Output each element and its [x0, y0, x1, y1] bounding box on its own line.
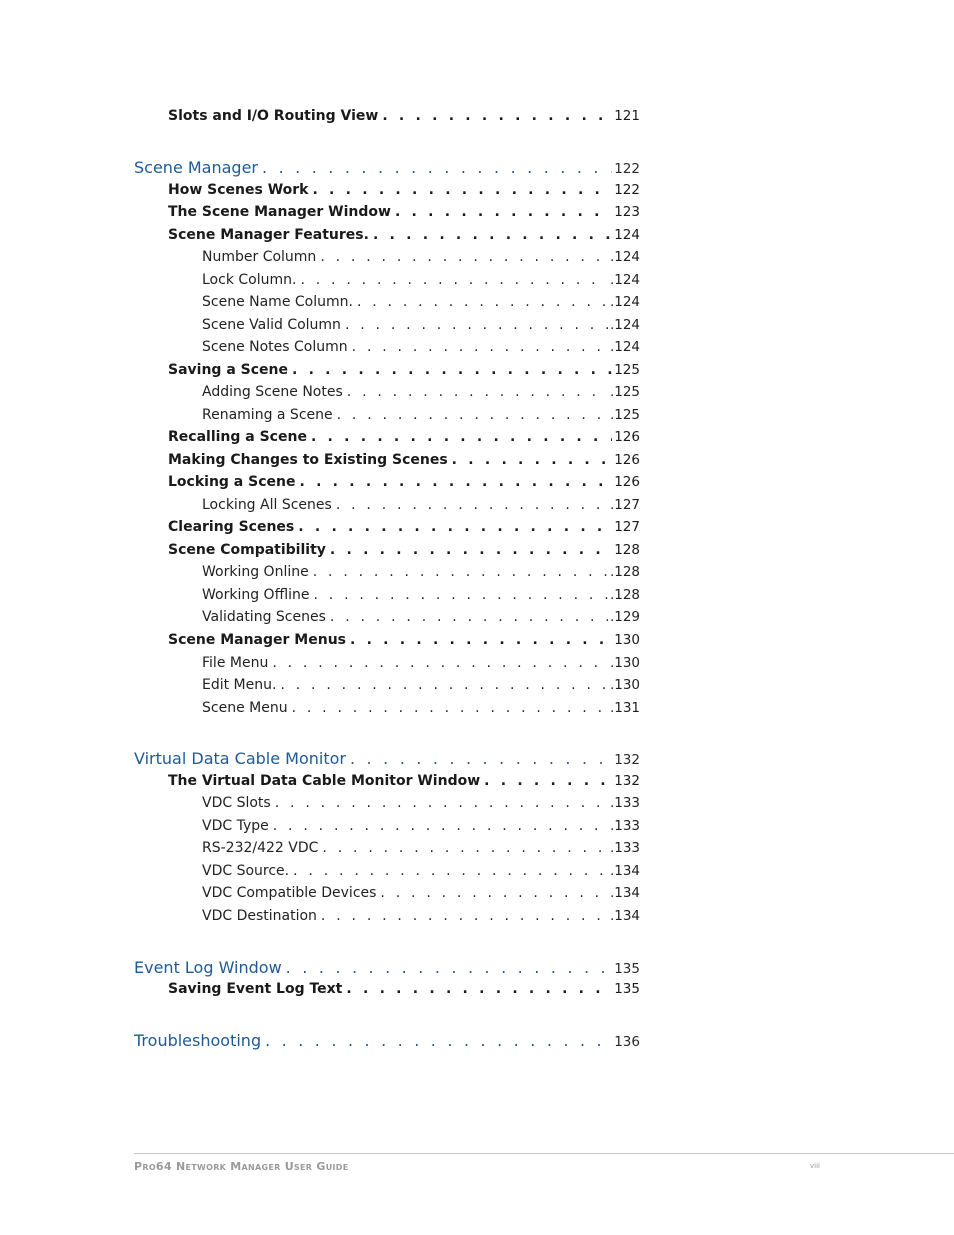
toc-section-entry[interactable] — [0, 429, 640, 445]
toc-entry-title: Recalling a Scene — [168, 429, 307, 445]
toc-subsection-entry[interactable] — [0, 700, 640, 716]
toc-dot-leader — [380, 885, 608, 901]
toc-page-number: .134 — [609, 863, 640, 879]
toc-section-entry[interactable] — [0, 204, 640, 220]
footer-page-number: viii — [810, 1162, 820, 1170]
toc-dot-leader — [345, 317, 608, 333]
toc-dot-leader — [272, 655, 608, 671]
toc-subsection-entry[interactable] — [0, 818, 640, 834]
toc-dot-leader — [321, 908, 608, 924]
toc-section-entry[interactable] — [0, 474, 640, 490]
toc-dot-leader — [298, 519, 612, 535]
toc-dot-leader — [286, 958, 613, 977]
toc-chapter-entry[interactable] — [0, 958, 640, 977]
toc-section-entry[interactable] — [0, 182, 640, 198]
toc-page-number: 126 — [614, 452, 640, 468]
toc-entry-title: The Virtual Data Cable Monitor Window — [168, 773, 481, 789]
toc-page-number: .124 — [609, 339, 640, 355]
toc-page-number: .124 — [609, 249, 640, 265]
toc-dot-leader — [280, 677, 607, 693]
toc-dot-leader — [352, 339, 608, 355]
toc-page-number: .125 — [609, 407, 640, 423]
toc-page-number: 126 — [614, 429, 640, 445]
toc-page-number: 128 — [614, 542, 640, 558]
toc-section-entry[interactable] — [0, 981, 640, 997]
toc-entry-title: Lock Column. — [202, 272, 297, 288]
toc-dot-leader — [350, 749, 612, 768]
toc-entry-title: Number Column — [202, 249, 317, 265]
toc-entry-title: Scene Manager Menus — [168, 632, 346, 648]
toc-entry-title: Scene Manager — [134, 158, 258, 177]
toc-entry-title: Slots and I/O Routing View — [168, 108, 379, 124]
toc-dot-leader — [293, 863, 608, 879]
toc-entry-title: Scene Compatibility — [168, 542, 326, 558]
toc-entry-title: Virtual Data Cable Monitor — [134, 749, 346, 768]
toc-subsection-entry[interactable] — [0, 384, 640, 400]
toc-entry-title: VDC Destination — [202, 908, 317, 924]
toc-entry-title: VDC Source. — [202, 863, 290, 879]
toc-chapter-entry[interactable] — [0, 158, 640, 177]
toc-page-number: .130 — [609, 677, 640, 693]
toc-entry-title: Working Offline — [202, 587, 310, 603]
toc-page-number: .133 — [609, 818, 640, 834]
toc-section-entry[interactable] — [0, 773, 640, 789]
toc-section-entry[interactable] — [0, 362, 640, 378]
toc-entry-title: How Scenes Work — [168, 182, 309, 198]
toc-subsection-entry[interactable] — [0, 564, 640, 580]
toc-dot-leader — [373, 227, 612, 243]
toc-subsection-entry[interactable] — [0, 908, 640, 924]
toc-entry-title: Scene Manager Features. — [168, 227, 369, 243]
footer-divider — [134, 1153, 954, 1154]
toc-page-number: 132 — [614, 752, 640, 768]
toc-dot-leader — [313, 587, 607, 603]
toc-section-entry[interactable] — [0, 632, 640, 648]
toc-page-number: .128 — [609, 564, 640, 580]
toc-subsection-entry[interactable] — [0, 339, 640, 355]
toc-subsection-entry[interactable] — [0, 795, 640, 811]
toc-page-number: .124 — [609, 294, 640, 310]
toc-dot-leader — [357, 294, 608, 310]
toc-entry-title: File Menu — [202, 655, 269, 671]
toc-subsection-entry[interactable] — [0, 407, 640, 423]
toc-dot-leader — [292, 700, 608, 716]
toc-dot-leader — [395, 204, 612, 220]
toc-page-number: .128 — [609, 587, 640, 603]
toc-dot-leader — [313, 564, 608, 580]
toc-dot-leader — [330, 542, 612, 558]
toc-dot-leader — [311, 429, 612, 445]
toc-page-number: .124 — [609, 272, 640, 288]
toc-page-number: .125 — [609, 384, 640, 400]
toc-subsection-entry[interactable] — [0, 587, 640, 603]
toc-entry-title: VDC Slots — [202, 795, 271, 811]
toc-entry-title: RS-232/422 VDC — [202, 840, 319, 856]
toc-chapter-entry[interactable] — [0, 1031, 640, 1050]
toc-subsection-entry[interactable] — [0, 317, 640, 333]
toc-entry-title: Saving Event Log Text — [168, 981, 343, 997]
toc-dot-leader — [382, 108, 612, 124]
toc-dot-leader — [337, 407, 608, 423]
toc-entry-title: Locking All Scenes — [202, 497, 332, 513]
toc-page-number: 135 — [614, 961, 640, 977]
toc-page-number: 121 — [614, 108, 640, 124]
toc-dot-leader — [292, 362, 612, 378]
toc-dot-leader — [299, 474, 612, 490]
toc-dot-leader — [320, 249, 608, 265]
toc-dot-leader — [336, 497, 608, 513]
footer-guide-title: Pro64 Network Manager User Guide — [134, 1160, 349, 1173]
toc-entry-title: Edit Menu. — [202, 677, 277, 693]
toc-entry-title: Scene Menu — [202, 700, 288, 716]
toc-page-number: 135 — [614, 981, 640, 997]
toc-section-entry[interactable] — [0, 452, 640, 468]
toc-section-entry[interactable] — [0, 519, 640, 535]
toc-entry-title: Event Log Window — [134, 958, 282, 977]
toc-page-number: 124 — [614, 227, 640, 243]
toc-subsection-entry[interactable] — [0, 497, 640, 513]
toc-section-entry[interactable] — [0, 542, 640, 558]
toc-page-number: .130 — [609, 655, 640, 671]
toc-entry-title: Troubleshooting — [134, 1031, 262, 1050]
toc-page-number: .134 — [609, 885, 640, 901]
toc-page-number: 123 — [614, 204, 640, 220]
toc-subsection-entry[interactable] — [0, 863, 640, 879]
toc-page-number: .134 — [609, 908, 640, 924]
toc-dot-leader — [273, 818, 608, 834]
toc-dot-leader — [262, 158, 612, 177]
toc-dot-leader — [300, 272, 607, 288]
toc-entry-title: Working Online — [202, 564, 309, 580]
toc-subsection-entry[interactable] — [0, 677, 640, 693]
toc-subsection-entry[interactable] — [0, 294, 640, 310]
toc-entry-title: Scene Notes Column — [202, 339, 348, 355]
toc-entry-title: Saving a Scene — [168, 362, 288, 378]
toc-section-entry[interactable] — [0, 108, 640, 124]
toc-entry-title: VDC Compatible Devices — [202, 885, 377, 901]
toc-entry-title: The Scene Manager Window — [168, 204, 391, 220]
toc-page-number: 130 — [614, 632, 640, 648]
toc-entry-title: Validating Scenes — [202, 609, 326, 625]
toc-dot-leader — [347, 384, 608, 400]
toc-entry-title: Clearing Scenes — [168, 519, 295, 535]
toc-page-number: .131 — [609, 700, 640, 716]
toc-subsection-entry[interactable] — [0, 272, 640, 288]
toc-subsection-entry[interactable] — [0, 655, 640, 671]
toc-section-entry[interactable] — [0, 227, 640, 243]
toc-chapter-entry[interactable] — [0, 749, 640, 768]
toc-entry-title: Scene Name Column. — [202, 294, 353, 310]
toc-page-number: 126 — [614, 474, 640, 490]
toc-dot-leader — [452, 452, 613, 468]
toc-subsection-entry[interactable] — [0, 840, 640, 856]
toc-page-number: .124 — [609, 317, 640, 333]
toc-page-number: 122 — [614, 182, 640, 198]
toc-page-number: .127 — [609, 497, 640, 513]
toc-page-number: 136 — [614, 1034, 640, 1050]
toc-entry-title: Adding Scene Notes — [202, 384, 343, 400]
toc-subsection-entry[interactable] — [0, 249, 640, 265]
toc-page-number: .133 — [609, 840, 640, 856]
toc-dot-leader — [484, 773, 612, 789]
toc-entry-title: Scene Valid Column — [202, 317, 341, 333]
toc-entry-title: Making Changes to Existing Scenes — [168, 452, 448, 468]
toc-entry-title: VDC Type — [202, 818, 269, 834]
toc-page-number: .129 — [609, 609, 640, 625]
toc-page-number: 127 — [614, 519, 640, 535]
toc-page-number: .133 — [609, 795, 640, 811]
toc-page-number: 132 — [614, 773, 640, 789]
toc-page-number: 122 — [614, 161, 640, 177]
toc-page-number: 125 — [614, 362, 640, 378]
toc-dot-leader — [350, 632, 612, 648]
toc-dot-leader — [312, 182, 612, 198]
toc-dot-leader — [330, 609, 608, 625]
toc-entry-title: Locking a Scene — [168, 474, 296, 490]
toc-dot-leader — [322, 840, 608, 856]
toc-dot-leader — [346, 981, 612, 997]
toc-dot-leader — [275, 795, 608, 811]
toc-entry-title: Renaming a Scene — [202, 407, 333, 423]
toc-subsection-entry[interactable] — [0, 609, 640, 625]
toc-subsection-entry[interactable] — [0, 885, 640, 901]
toc-dot-leader — [265, 1031, 612, 1050]
